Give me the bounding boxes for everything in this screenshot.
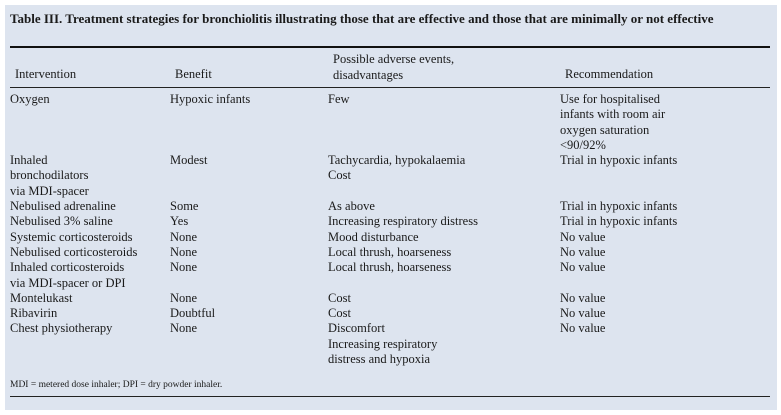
cell-recommendation: Trial in hypoxic infants: [560, 214, 678, 229]
table-row: [10, 260, 760, 291]
table-row: [10, 291, 760, 306]
cell-recommendation: No value: [560, 290, 606, 305]
table-row: [10, 199, 760, 214]
cell-adverse-events: Local thrush, hoarseness: [328, 244, 452, 259]
cell-adverse-events: Few: [328, 92, 350, 106]
cell-recommendation: No value: [560, 260, 606, 275]
table-row: [10, 245, 760, 260]
header-adverse-events: Possible adverse events, disadvantages: [333, 52, 455, 82]
table-row: [10, 214, 760, 229]
cell-benefit: Doubtful: [170, 306, 216, 321]
cell-recommendation: Use for hospitalised infants with room air oxygen saturation <90/92%: [560, 92, 666, 152]
table-title: Table III. Treatment strategies for bronchiolitis illustrating those that are effective and those that are minimally or not effective: [10, 11, 714, 26]
cell-intervention: Oxygen: [10, 92, 50, 106]
cell-intervention: Systemic corticosteroids: [10, 229, 133, 244]
cell-adverse-events: Increasing respiratory distress: [328, 214, 478, 229]
cell-benefit: Hypoxic infants: [170, 92, 251, 106]
top-rule: [10, 46, 770, 48]
cell-adverse-events: Cost: [328, 306, 351, 321]
cell-benefit: None: [170, 260, 198, 275]
table-row: [10, 321, 760, 367]
bottom-rule: [10, 396, 770, 397]
cell-benefit: None: [170, 229, 198, 244]
cell-recommendation: No value: [560, 306, 606, 321]
cell-benefit: None: [170, 290, 198, 305]
cell-intervention: Nebulised 3% saline: [10, 214, 113, 229]
cell-intervention: Montelukast: [10, 290, 73, 305]
cell-intervention: Nebulised corticosteroids: [10, 244, 138, 259]
table-row: [10, 230, 760, 245]
cell-adverse-events: Local thrush, hoarseness: [328, 260, 452, 275]
header-benefit: Benefit: [175, 67, 212, 81]
cell-intervention: Nebulised adrenaline: [10, 199, 116, 214]
cell-intervention: Inhaled bronchodilators via MDI-spacer: [10, 153, 89, 198]
header-rule: [10, 87, 770, 88]
cell-recommendation: No value: [560, 229, 606, 244]
cell-recommendation: No value: [560, 244, 606, 259]
cell-adverse-events: As above: [328, 199, 375, 214]
table-row: [10, 92, 760, 153]
table-row: [10, 153, 760, 199]
cell-benefit: Modest: [170, 153, 208, 168]
table-row: [10, 306, 760, 321]
cell-adverse-events: Cost: [328, 290, 351, 305]
cell-benefit: Yes: [170, 214, 189, 229]
cell-recommendation: No value: [560, 321, 606, 336]
cell-intervention: Inhaled corticosteroids via MDI-spacer or DPI: [10, 260, 126, 290]
footnote: MDI = metered dose inhaler; DPI = dry powder inhaler.: [10, 380, 223, 390]
cell-intervention: Ribavirin: [10, 306, 58, 321]
cell-benefit: None: [170, 244, 198, 259]
header-recommendation: Recommendation: [565, 67, 654, 81]
treatment-table: [10, 92, 760, 367]
cell-benefit: Some: [170, 199, 199, 214]
cell-adverse-events: Discomfort Increasing respiratory distress and hypoxia: [328, 321, 438, 367]
cell-intervention: Chest physiotherapy: [10, 321, 113, 336]
header-intervention: Intervention: [15, 67, 77, 81]
cell-adverse-events: Tachycardia, hypokalaemia Cost: [328, 153, 466, 183]
cell-adverse-events: Mood disturbance: [328, 229, 419, 244]
cell-recommendation: Trial in hypoxic infants: [560, 153, 678, 168]
cell-recommendation: Trial in hypoxic infants: [560, 199, 678, 214]
cell-benefit: None: [170, 321, 198, 336]
